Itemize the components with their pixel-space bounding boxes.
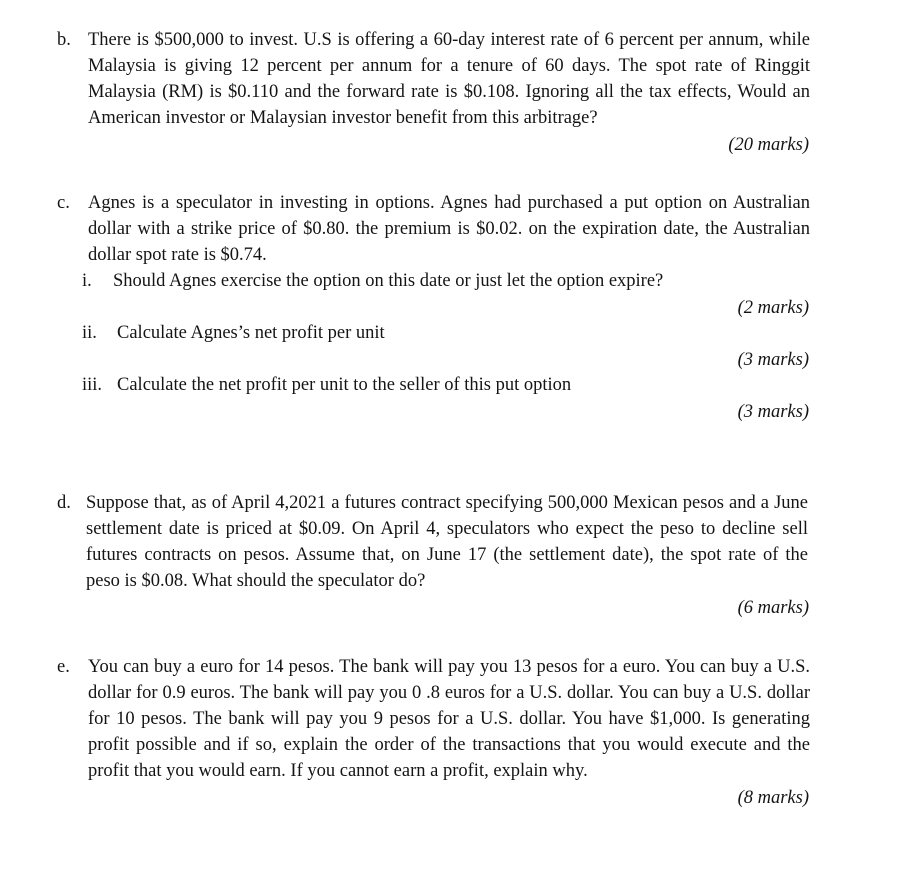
subquestion-label: iii. [82,375,103,395]
subquestion-text: Calculate Agnes’s net profit per unit [117,323,385,343]
question-text: Suppose that, as of April 4,2021 a futures contract specifying 500,000 Mexican pesos and a June settlement date is priced at $0.09. On April 4, speculators who expect the peso to decline sell futures contracts on pesos. Assume that, on June 17 (the settlement date), the spot rate of the peso is $0.08. What should the speculator do? [86,493,808,591]
marks-label: (3 marks) [737,350,809,370]
question-label: d. [57,493,71,513]
subquestion-label: ii. [82,323,97,343]
question-text: Agnes is a speculator in investing in options. Agnes had purchased a put option on Australian dollar with a strike price of $0.80. the premium is $0.02. on the expiration date, the Australian dollar spot rate is $0.74. [88,193,810,265]
marks-label: (3 marks) [737,402,809,422]
question-text: You can buy a euro for 14 pesos. The bank will pay you 13 pesos for a euro. You can buy a U.S. dollar for 0.9 euros. The bank will pay you 0 .8 euros for a U.S. dollar. You can buy a U.S. dollar for 10 pesos. The bank will pay you 9 pesos for a U.S. dollar. You have $1,000. Is generating profit possible and if so, explain the order of the transactions that you would execute and the profit that you would earn. If you cannot earn a profit, explain why. [88,657,810,781]
marks-label: (20 marks) [728,135,809,155]
question-label: e. [57,657,70,677]
subquestion-text: Should Agnes exercise the option on this date or just let the option expire? [113,271,664,291]
subquestion-text: Calculate the net profit per unit to the seller of this put option [117,375,572,395]
marks-label: (8 marks) [737,788,809,808]
subquestion-label: i. [82,271,92,291]
marks-label: (2 marks) [737,298,809,318]
question-label: b. [57,30,71,50]
marks-label: (6 marks) [737,598,809,618]
question-label: c. [57,193,70,213]
question-text: There is $500,000 to invest. U.S is offering a 60-day interest rate of 6 percent per annum, while Malaysia is giving 12 percent per annum for a tenure of 60 days. The spot rate of Ringgit Malaysia (RM) is $0.110 and the forward rate is $0.108. Ignoring all the tax effects, Would an American investor or Malaysian investor benefit from this arbitrage? [88,30,810,128]
